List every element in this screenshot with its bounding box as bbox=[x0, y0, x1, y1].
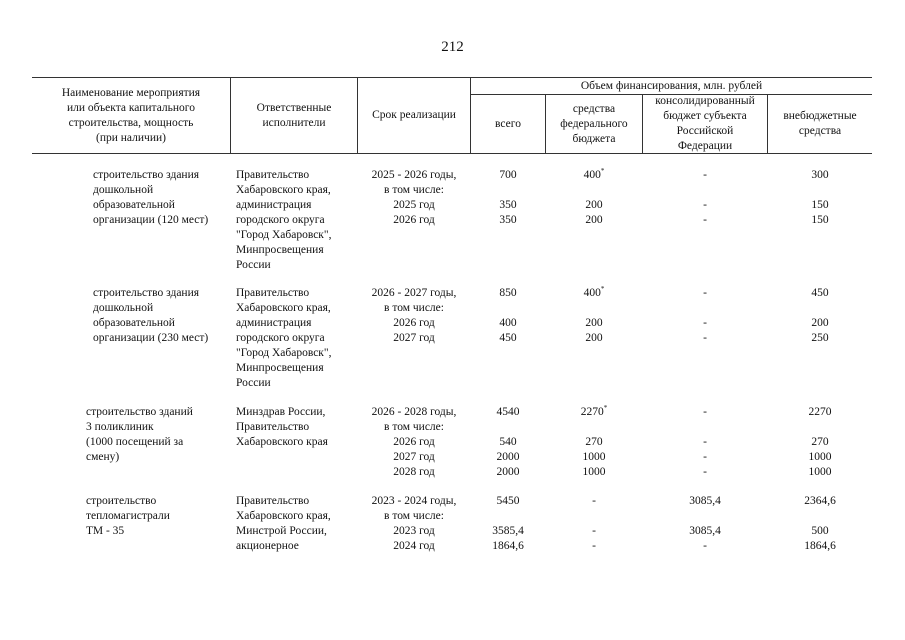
row-3-executors: Минздрав России, Правительство Хабаровского края bbox=[236, 406, 328, 448]
row-2-extra: 450 200 250 bbox=[811, 287, 829, 344]
row-2-term: 2026 - 2027 годы, в том числе: 2026 год 2027 год bbox=[371, 287, 457, 344]
row-4-name: строительство тепломагистрали ТМ - 35 bbox=[86, 495, 170, 537]
row-2-regional: - - - bbox=[703, 287, 707, 344]
page-number: 212 bbox=[441, 39, 464, 55]
row-4-term: 2023 - 2024 годы, в том числе: 2023 год 2024 год bbox=[371, 495, 457, 552]
row-2-federal: 400* 200 200 bbox=[583, 285, 605, 344]
row-2-executors: Правительство Хабаровского края, администрация городского округа "Город Хабаровск", Минпросвещения России bbox=[236, 287, 332, 389]
row-2-total: 850 400 450 bbox=[499, 287, 517, 344]
header-regional: консолидированный бюджет субъекта Российской Федерации bbox=[655, 95, 755, 152]
row-2-name: строительство здания дошкольной образовательной организации (230 мест) bbox=[93, 287, 209, 344]
row-1-extra: 300 150 150 bbox=[811, 169, 829, 226]
footnote-mark: * bbox=[600, 285, 605, 294]
row-3-total: 4540 540 2000 2000 bbox=[496, 406, 520, 478]
row-3-regional: - - - - bbox=[703, 406, 707, 478]
header-term: Срок реализации bbox=[372, 109, 456, 121]
row-1-term: 2025 - 2026 годы, в том числе: 2025 год 2026 год bbox=[371, 169, 457, 226]
row-4-executors: Правительство Хабаровского края, Минстрой России, акционерное bbox=[236, 495, 331, 552]
row-1-total: 700 350 350 bbox=[499, 169, 517, 226]
row-1-executors: Правительство Хабаровского края, администрация городского округа "Город Хабаровск", Минпросвещения России bbox=[236, 169, 332, 271]
row-4-total: 5450 3585,4 1864,6 bbox=[492, 495, 524, 552]
row-1-regional: - - - bbox=[703, 169, 707, 226]
row-4-federal: - - - bbox=[592, 495, 596, 552]
header-financing-group: Объем финансирования, млн. рублей bbox=[580, 79, 763, 92]
footnote-mark: * bbox=[603, 404, 608, 413]
header-extra: внебюджетные средства bbox=[783, 110, 857, 137]
header-federal: средства федерального бюджета bbox=[560, 102, 628, 145]
row-1-federal: 400* 200 200 bbox=[583, 167, 605, 226]
footnote-mark: * bbox=[600, 167, 605, 176]
row-3-term: 2026 - 2028 годы, в том числе: 2026 год 2027 год 2028 год bbox=[371, 406, 457, 478]
row-3-extra: 2270 270 1000 1000 bbox=[808, 406, 832, 478]
row-3-name: строительство зданий 3 поликлиник (1000 посещений за смену) bbox=[86, 406, 193, 463]
header-name: Наименование мероприятия или объекта капитального строительства, мощность (при наличии) bbox=[61, 86, 201, 144]
row-3-federal: 2270* 270 1000 1000 bbox=[580, 404, 608, 478]
row-4-regional: 3085,4 3085,4 - bbox=[689, 495, 721, 552]
row-1-name: строительство здания дошкольной образовательной организации (120 мест) bbox=[93, 169, 209, 226]
header-executors: Ответственные исполнители bbox=[256, 101, 332, 129]
header-total: всего bbox=[495, 117, 521, 130]
row-4-extra: 2364,6 500 1864,6 bbox=[804, 495, 836, 552]
